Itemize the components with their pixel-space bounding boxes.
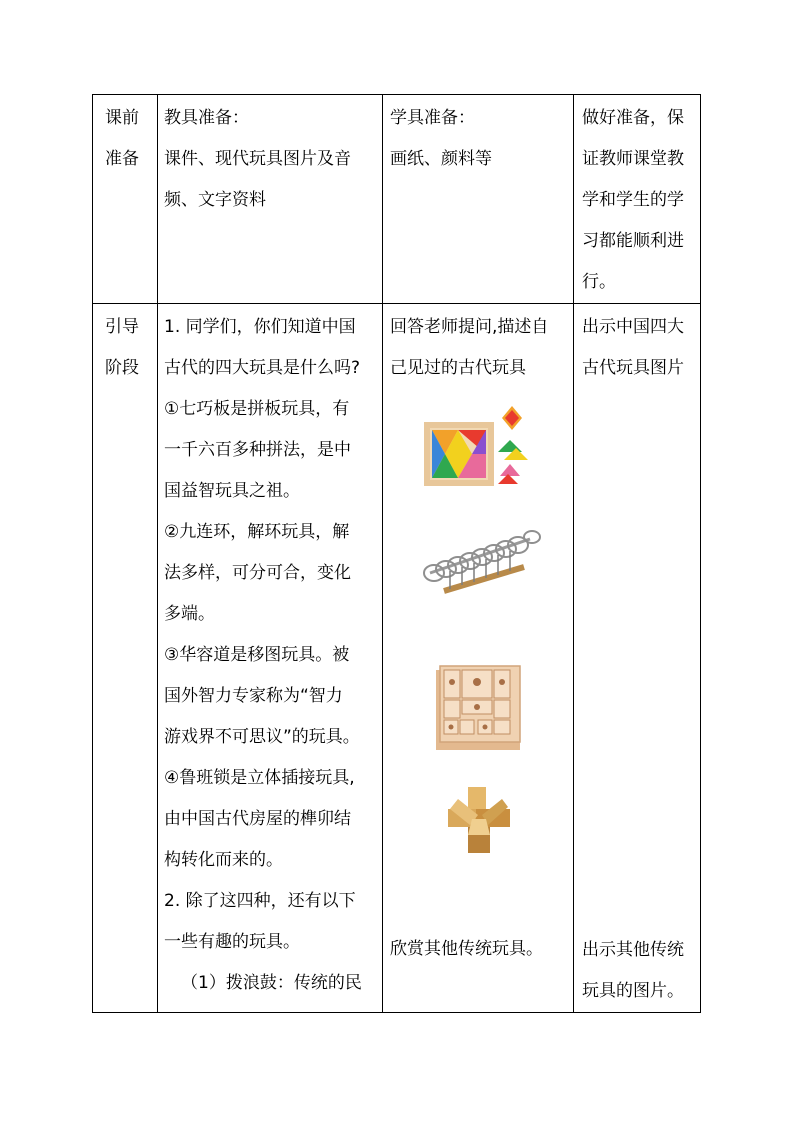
- student-line: 学具准备：: [390, 108, 475, 128]
- tangram-image: [422, 404, 532, 486]
- teacher-line: ③华容道是移图玩具。被: [164, 645, 350, 665]
- phase-label-line: 准备: [105, 149, 139, 169]
- purpose-line: 做好准备，保: [582, 108, 684, 128]
- student-line: 回答老师提问,描述自: [390, 317, 549, 337]
- prep-row: [93, 95, 701, 304]
- phase-label-line: 课前: [105, 108, 139, 128]
- teacher-line: ②九连环，解环玩具，解: [164, 522, 350, 542]
- student-line: 己见过的古代玩具: [390, 358, 526, 378]
- intro-phase-cell: [93, 304, 158, 1013]
- teacher-line: 古代的四大玩具是什么吗?: [164, 358, 361, 378]
- teacher-line: 2. 除了这四种，还有以下: [164, 891, 356, 911]
- intro-purpose-cell: [574, 304, 701, 1013]
- teacher-line: 国外智力专家称为“智力: [164, 686, 343, 706]
- phase-label-line: 引导: [105, 317, 139, 337]
- teacher-line: 法多样，可分可合，变化: [164, 563, 351, 583]
- teacher-line: 一些有趣的玩具。: [164, 932, 300, 952]
- teacher-line: 课件、现代玩具图片及音: [164, 149, 351, 169]
- teacher-line: 1. 同学们，你们知道中国: [164, 317, 356, 337]
- teacher-line: 教具准备：: [164, 108, 249, 128]
- teacher-line: 构转化而来的。: [164, 850, 283, 870]
- purpose-line: 证教师课堂教: [582, 149, 684, 169]
- luban-lock-image: [446, 785, 512, 855]
- prep-purpose-cell: [574, 95, 701, 304]
- prep-teacher-cell: [158, 95, 383, 304]
- nine-rings-image: [420, 527, 545, 599]
- prep-student-cell: [383, 95, 574, 304]
- teacher-line: 频、文字资料: [164, 190, 266, 210]
- lesson-table: [92, 94, 701, 1013]
- purpose-line: 行。: [582, 272, 616, 292]
- teacher-line: ①七巧板是拼板玩具，有: [164, 399, 350, 419]
- teacher-line: 多端。: [164, 604, 215, 624]
- purpose-line: 古代玩具图片: [582, 358, 684, 378]
- teacher-line: 由中国古代房屋的榫卯结: [164, 809, 351, 829]
- student-line: 欣赏其他传统玩具。: [390, 939, 543, 959]
- intro-teacher-cell: [158, 304, 383, 1013]
- phase-label-line: 阶段: [105, 358, 139, 378]
- prep-phase-cell: [93, 95, 158, 304]
- teacher-line: ④鲁班锁是立体插接玩具,: [164, 768, 355, 788]
- student-line: 画纸、颜料等: [390, 149, 492, 169]
- intro-student-cell: [383, 304, 574, 1013]
- purpose-line: 学和学生的学: [582, 190, 684, 210]
- teacher-line: （1）拨浪鼓：传统的民: [181, 973, 362, 993]
- teacher-line: 国益智玩具之祖。: [164, 481, 300, 501]
- intro-row: [93, 304, 701, 1013]
- teacher-line: 一千六百多种拼法，是中: [164, 440, 351, 460]
- purpose-line: 习都能顺利进: [582, 231, 684, 251]
- purpose-line: 玩具的图片。: [582, 981, 684, 1001]
- teacher-line: 游戏界不可思议”的玩具。: [164, 727, 360, 747]
- huarong-dao-image: [434, 662, 524, 752]
- purpose-line: 出示中国四大: [582, 317, 684, 337]
- purpose-line: 出示其他传统: [582, 940, 684, 960]
